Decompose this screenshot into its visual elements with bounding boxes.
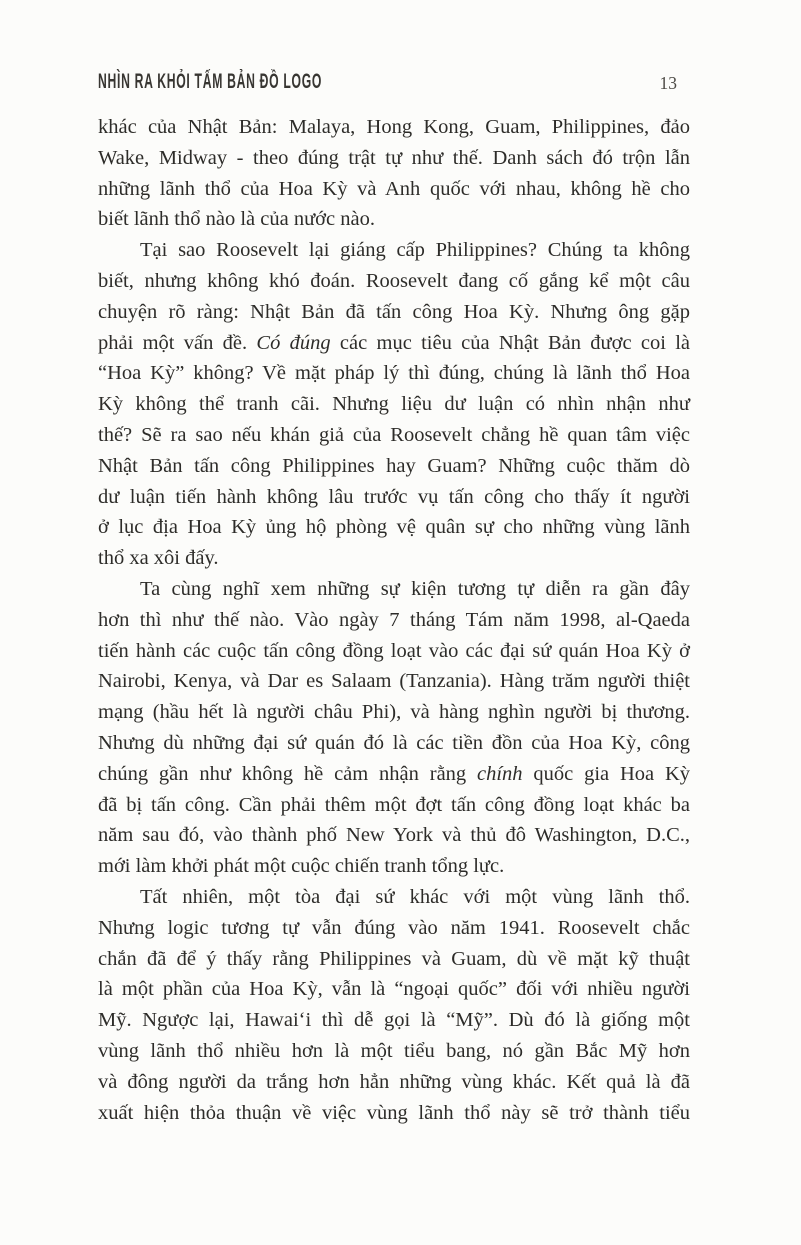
text-line	[98, 913, 690, 944]
text-line	[98, 451, 690, 482]
text-segment: Mỹ. Ngược lại, Hawaiʻi thì dễ gọi là “Mỹ”. Dù đó là giống một	[98, 1009, 690, 1032]
text-segment: biết, nhưng không khó đoán. Roosevelt đang cố gắng kể một câu	[98, 269, 690, 292]
text-segment: chắn đã để ý thấy rằng Philippines và Guam, dù về mặt kỹ thuật	[98, 947, 690, 970]
text-segment: các mục tiêu của Nhật Bản được coi là	[330, 331, 690, 354]
text-segment: chuyện rõ ràng: Nhật Bản đã tấn công Hoa Kỳ. Nhưng ông gặp	[98, 300, 690, 323]
text-line	[98, 482, 690, 513]
text-line	[98, 728, 690, 759]
page-number: 13	[659, 73, 677, 93]
text-line	[98, 574, 690, 605]
body-text	[98, 112, 690, 1128]
text-line	[98, 266, 690, 297]
text-segment: và đông người da trắng hơn hẳn những vùng khác. Kết quả là đã	[98, 1070, 690, 1093]
text-segment: vùng lãnh thổ nhiều hơn là một tiểu bang, nó gần Bắc Mỹ hơn	[98, 1039, 690, 1062]
text-line	[98, 697, 690, 728]
text-segment: ở lục địa Hoa Kỳ ủng hộ phòng vệ quân sự cho những vùng lãnh	[98, 516, 690, 539]
text-segment: Wake, Midway - theo đúng trật tự như thế. Danh sách đó trộn lẫn	[98, 146, 690, 169]
text-segment: Nhưng dù những đại sứ quán đó là các tiền đồn của Hoa Kỳ, công	[98, 731, 690, 754]
text-segment: hơn thì như thế nào. Vào ngày 7 tháng Tám năm 1998, al-Qaeda	[98, 608, 690, 631]
text-line	[98, 851, 690, 882]
text-segment: Nhật Bản tấn công Philippines hay Guam? Những cuộc thăm dò	[98, 454, 690, 477]
text-line	[98, 759, 690, 790]
text-segment: Nairobi, Kenya, và Dar es Salaam (Tanzania). Hàng trăm người thiệt	[98, 670, 690, 693]
text-segment: phải một vấn đề.	[98, 331, 257, 354]
paragraph	[98, 112, 690, 235]
running-header-title: NHÌN RA KHỎI TẤM BẢN ĐỒ LOGO	[98, 70, 323, 93]
text-segment: mạng (hầu hết là người châu Phi), và hàng nghìn người bị thương.	[98, 701, 690, 724]
text-line	[98, 328, 690, 359]
text-line	[98, 666, 690, 697]
text-segment: những lãnh thổ của Hoa Kỳ và Anh quốc với nhau, không hề cho	[98, 177, 690, 200]
text-line	[98, 543, 690, 574]
text-segment: là một phần của Hoa Kỳ, vẫn là “ngoại quốc” đối với nhiều người	[98, 978, 690, 1001]
text-line	[98, 1005, 690, 1036]
text-segment: mới làm khởi phát một cuộc chiến tranh tổng lực.	[98, 855, 505, 878]
text-line	[98, 143, 690, 174]
text-segment: “Hoa Kỳ” không? Về mặt pháp lý thì đúng, chúng là lãnh thổ Hoa	[98, 362, 690, 385]
text-line	[98, 636, 690, 667]
text-segment: dư luận tiến hành không lâu trước vụ tấn công cho thấy ít người	[98, 485, 690, 508]
text-line	[98, 1067, 690, 1098]
text-segment: chúng gần như không hề cảm nhận rằng	[98, 762, 478, 785]
text-line	[98, 204, 690, 235]
text-segment: thổ xa xôi đấy.	[98, 547, 219, 570]
text-line	[98, 112, 690, 143]
text-segment: thế? Sẽ ra sao nếu khán giả của Roosevelt chẳng hề quan tâm việc	[98, 423, 690, 446]
italic-text: chính	[477, 762, 523, 785]
paragraph	[98, 574, 690, 882]
text-segment: xuất hiện thỏa thuận về việc vùng lãnh thổ này sẽ trở thành tiểu	[98, 1101, 690, 1124]
text-line	[98, 790, 690, 821]
text-segment: tiến hành các cuộc tấn công đồng loạt vào các đại sứ quán Hoa Kỳ ở	[98, 639, 690, 662]
text-line	[98, 297, 690, 328]
text-line	[98, 235, 690, 266]
text-line	[98, 358, 690, 389]
text-line	[98, 174, 690, 205]
text-line	[98, 420, 690, 451]
text-segment: khác của Nhật Bản: Malaya, Hong Kong, Guam, Philippines, đảo	[98, 116, 690, 138]
text-segment: năm sau đó, vào thành phố New York và thủ đô Washington, D.C.,	[98, 824, 690, 847]
text-segment: Ta cùng nghĩ xem những sự kiện tương tự diễn ra gần đây	[140, 577, 690, 600]
text-line	[98, 389, 690, 420]
text-line	[98, 974, 690, 1005]
text-line	[98, 820, 690, 851]
text-line	[98, 512, 690, 543]
text-segment: Nhưng logic tương tự vẫn đúng vào năm 1941. Roosevelt chắc	[98, 916, 690, 939]
text-segment: Tất nhiên, một tòa đại sứ khác với một vùng lãnh thổ.	[140, 885, 690, 908]
paragraph	[98, 882, 690, 1128]
text-segment: Kỳ không thể tranh cãi. Nhưng liệu dư luận có nhìn nhận như	[98, 393, 690, 416]
text-line	[98, 944, 690, 975]
text-line	[98, 1098, 690, 1129]
italic-text: Có đúng	[256, 331, 331, 354]
text-line	[98, 605, 690, 636]
text-segment: biết lãnh thổ nào là của nước nào.	[98, 208, 375, 231]
text-segment: đã bị tấn công. Cần phải thêm một đợt tấn công đồng loạt khác ba	[98, 793, 690, 816]
text-line	[98, 882, 690, 913]
text-segment: quốc gia Hoa Kỳ	[522, 762, 691, 785]
text-segment: Tại sao Roosevelt lại giáng cấp Philippines? Chúng ta không	[140, 239, 690, 262]
text-line	[98, 1036, 690, 1067]
paragraph	[98, 235, 690, 574]
